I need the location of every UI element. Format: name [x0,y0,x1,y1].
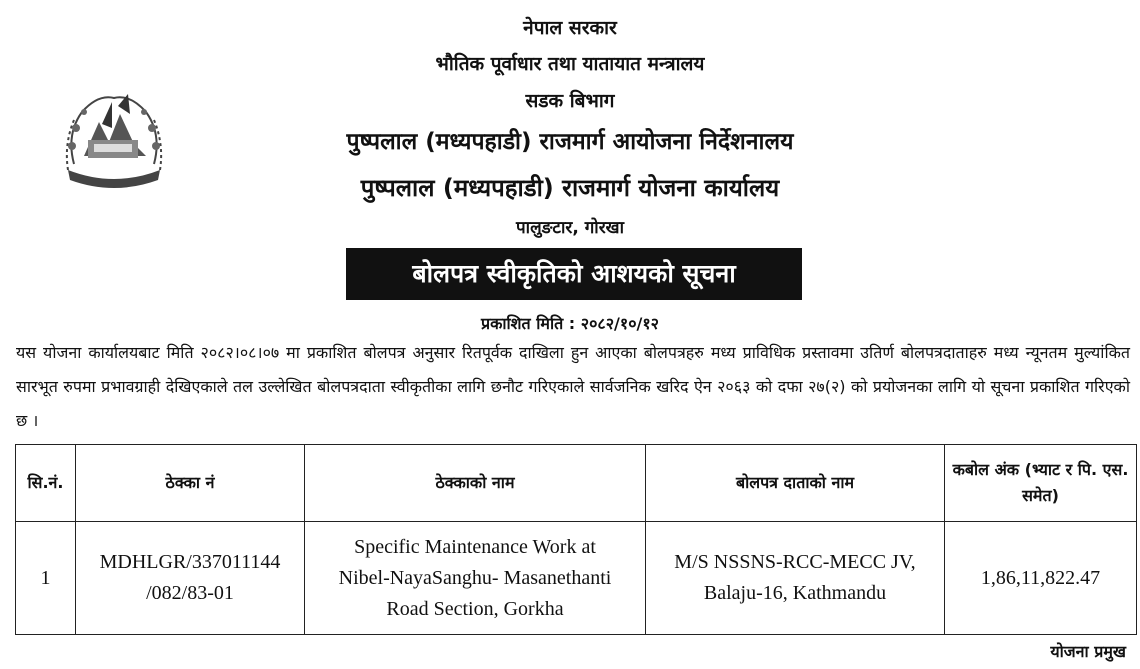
header-directorate: पुष्पलाल (मध्यपहाडी) राजमार्ग आयोजना निर्देशनालय [346,129,794,155]
header-serial-no: सि.नं. [16,445,76,522]
contract-no-line-1: MDHLGR/337011144 [99,551,281,573]
bidder-name-line-2: Balaju-16, Kathmandu [703,582,887,604]
cell-bid-amount: 1,86,11,822.47 [945,522,1137,635]
header-bid-amount-label: कबोल अंक (भ्याट र पि. एस. समेत) [952,460,1129,505]
header-ministry: भौतिक पूर्वाधार तथा यातायात मन्त्रालय [435,53,705,75]
header-address: पालुङटार, गोरखा [516,218,624,238]
bidder-name-line-1: M/S NSSNS-RCC-MECC JV, [674,551,916,573]
table-header-row [16,445,1137,522]
notice-body-paragraph: यस योजना कार्यालयबाट मिति २०८२।०८।०७ मा प्रकाशित बोलपत्र अनुसार रितपूर्वक दाखिला हुन आएका बोलपत्रहरु मध्य प्राविधिक प्रस्तावमा उतिर्ण बोलपत्रदाताहरु मध्य न्यूनतम मुल्यांकित सारभूत रुपमा प्रभावग्राही देखिएकाले तल उल्लेखित बोलपत्रदाता स्वीकृतीका लागि छनौट गरिएकाले सार्वजनिक खरिद ऐन २०६३ को दफा २७(२) को प्रयोजनका लागि यो सूचना प्रकाशित गरिएको छ । [16,343,1130,430]
cell-contract-name [305,522,646,635]
header-bidder-name: बोलपत्र दाताको नाम [646,445,945,522]
table-row [16,522,1137,635]
award-table [15,444,1137,635]
header-contract-no: ठेक्का नं [76,445,305,522]
cell-serial-no: 1 [16,522,76,635]
cell-contract-no [76,522,305,635]
cell-bidder-name [646,522,945,635]
contract-name-line-3: Road Section, Gorkha [386,597,564,620]
notice-title-banner: बोलपत्र स्वीकृतिको आशयको सूचना [346,248,802,300]
published-date: प्रकाशित मिति : २०८२/१०/१२ [480,314,659,333]
header-government: नेपाल सरकार [523,17,617,39]
header-office: पुष्पलाल (मध्यपहाडी) राजमार्ग योजना कार्यालय [360,174,780,202]
signature-designation: योजना प्रमुख [1050,642,1126,661]
header-contract-name: ठेक्काको नाम [305,445,646,522]
contract-name-line-2: Nibel-NayaSanghu- Masanethanti [338,566,612,589]
contract-no-line-2: /082/83-01 [146,582,234,604]
header-department: सडक बिभाग [525,90,615,112]
header-bid-amount [945,445,1137,522]
contract-name-line-1: Specific Maintenance Work at [354,535,596,558]
nepal-government-emblem-icon [54,84,174,196]
